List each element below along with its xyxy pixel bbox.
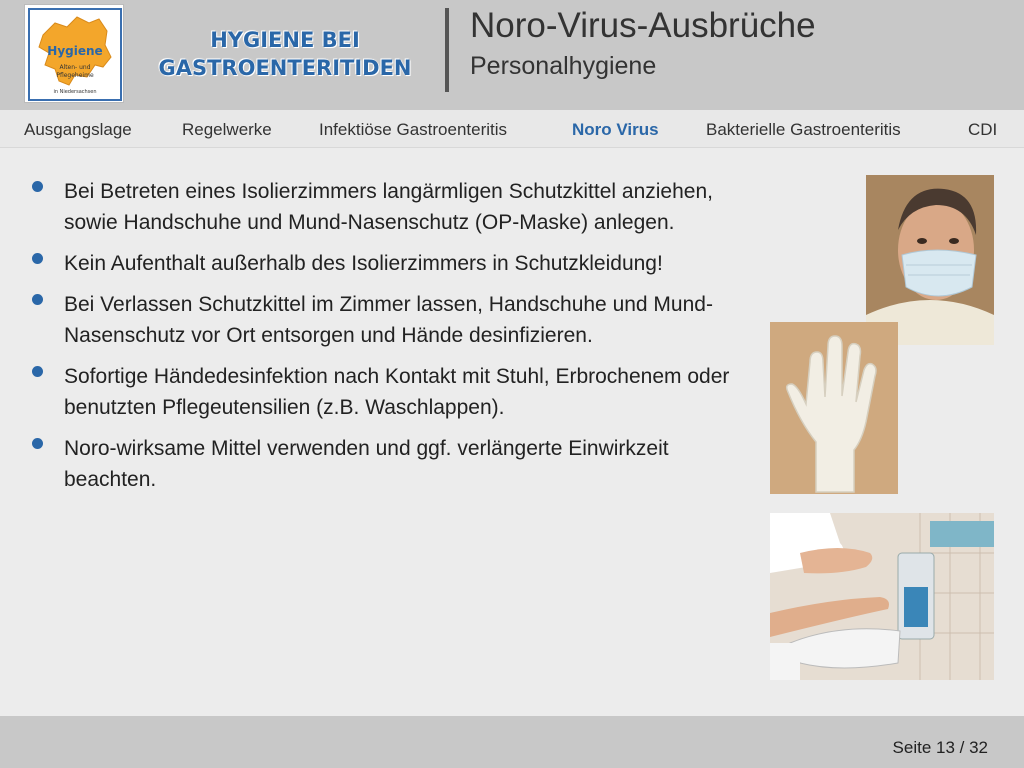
page-subtitle: Personalhygiene — [470, 52, 657, 80]
nav-item-regelwerke[interactable]: Regelwerke — [182, 120, 272, 139]
bullet-text: Noro-wirksame Mittel verwenden und ggf. verlängerte Einwirkzeit beachten. — [64, 437, 669, 491]
nav-item-cdi[interactable]: CDI — [968, 120, 998, 139]
bullet-item — [30, 176, 745, 238]
section-title-line2: GASTROENTERITIDEN — [158, 56, 412, 80]
logo-hygiene-text: Hygiene — [47, 44, 103, 58]
bullet-icon — [32, 366, 43, 377]
bullet-icon — [32, 294, 43, 305]
nav-item-bakterielle-gastroenteritis[interactable]: Bakterielle Gastroenteritis — [706, 120, 901, 139]
bullet-item — [30, 361, 745, 423]
bullet-text: Kein Aufenthalt außerhalb des Isolierzimmers in Schutzkleidung! — [64, 252, 663, 275]
photo-surgical-mask — [866, 175, 994, 345]
svg-text:in Niedersachsen: in Niedersachsen — [53, 89, 97, 95]
logo — [24, 4, 124, 103]
bullet-item — [30, 433, 745, 495]
lower-saxony-map-logo — [25, 5, 125, 104]
bullet-text: Sofortige Händedesinfektion nach Kontakt mit Stuhl, Erbrochenem oder benutzten Pflegeutensilien (z.B. Waschlappen). — [64, 365, 730, 419]
page-number: Seite 13 / 32 — [892, 738, 988, 757]
bullet-icon — [32, 253, 43, 264]
nav-item-infektioese-gastroenteritis[interactable]: Infektiöse Gastroenteritis — [319, 120, 508, 139]
page-title: Noro-Virus-Ausbrüche — [470, 6, 816, 45]
section-title-line1: HYGIENE BEI — [210, 28, 360, 52]
title-divider — [445, 8, 449, 92]
bullet-text: Bei Betreten eines Isolierzimmers langärmligen Schutzkittel anziehen, sowie Handschuhe und Mund-Nasenschutz (OP-Maske) anlegen. — [64, 180, 713, 234]
bullet-item — [30, 248, 745, 279]
svg-text:Alten- und: Alten- und — [59, 64, 91, 71]
photo-hand-disinfection — [770, 513, 994, 680]
photo-glove — [770, 322, 898, 494]
nav-item-ausgangslage[interactable]: Ausgangslage — [24, 120, 132, 139]
bullet-item — [30, 289, 745, 351]
header-bar — [0, 0, 1024, 110]
bullet-icon — [32, 438, 43, 449]
footer-bar — [0, 716, 1024, 768]
nav-bar — [0, 110, 1024, 148]
bullet-icon — [32, 181, 43, 192]
bullet-text: Bei Verlassen Schutzkittel im Zimmer lassen, Handschuhe und Mund-Nasenschutz vor Ort entsorgen und Hände desinfizieren. — [64, 293, 713, 347]
svg-text:Pflegeheime: Pflegeheime — [56, 72, 94, 79]
nav-item-noro-virus[interactable]: Noro Virus — [572, 120, 659, 139]
section-title — [134, 26, 436, 82]
bullet-list — [30, 176, 745, 505]
